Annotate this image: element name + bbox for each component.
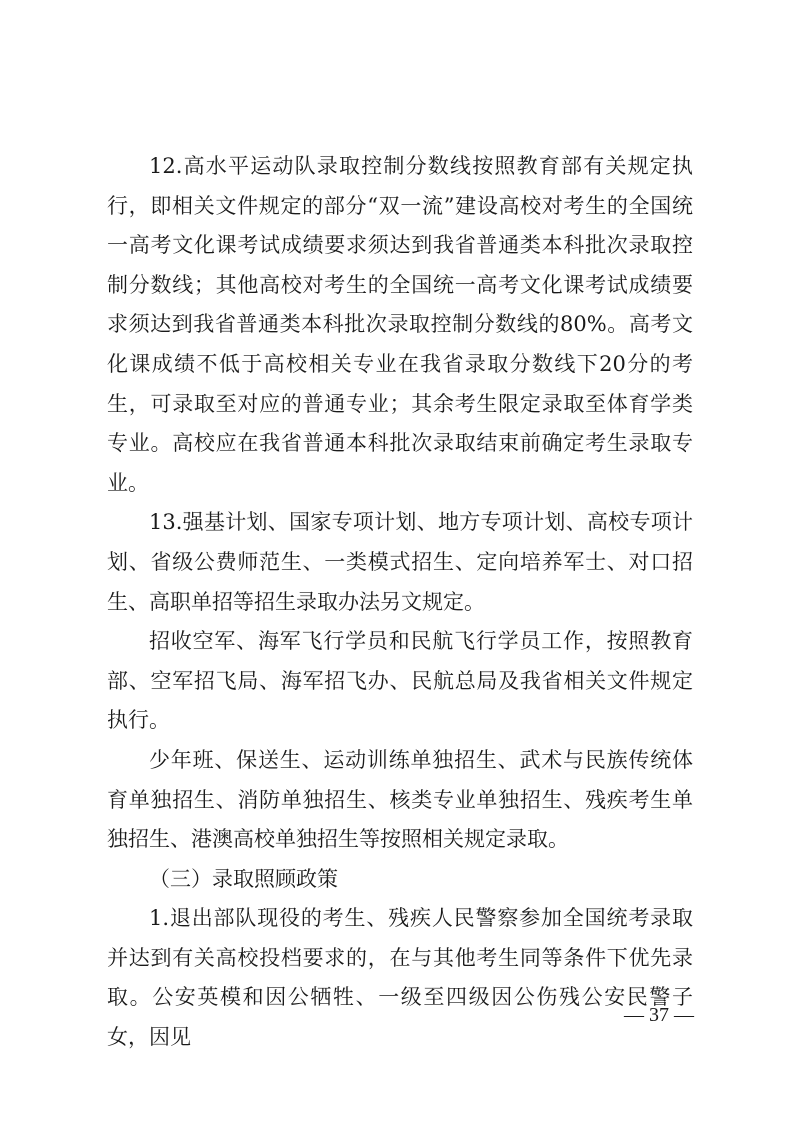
- page-number: — 37 —: [624, 1004, 694, 1026]
- paragraph-individual-admissions: 少年班、保送生、运动训练单独招生、武术与民族传统体育单独招生、消防单独招生、核类专业单独招生、残疾考生单独招生、港澳高校单独招生等按照相关规定录取。: [107, 747, 693, 852]
- paragraph-high-level-sports-team: 12.高水平运动队录取控制分数线按照教育部有关规定执行，即相关文件规定的部分“双一流”建设高校对考生的全国统一高考文化课考试成绩要求须达到我省普通类本科批次录取控制分数线；其他高校对考生的全国统一高考文化课考试成绩要求须达到我省普通类本科批次录取控制分数线的80%。高考文化课成绩不低于高校相关专业在我省录取分数线下20分的考生，可录取至对应的普通专业；其余考生限定录取至体育学类专业。高校应在我省普通本科批次录取结束前确定考生录取专业。: [107, 154, 693, 495]
- document-body: [107, 147, 693, 1058]
- paragraph-pilot-recruitment: 招收空军、海军飞行学员和民航飞行学员工作，按照教育部、空军招飞局、海军招飞办、民航总局及我省相关文件规定执行。: [107, 629, 693, 733]
- section-heading: （三）录取照顾政策: [149, 866, 338, 891]
- paragraph-priority-admission: 1.退出部队现役的考生、残疾人民警察参加全国统考录取并达到有关高校投档要求的，在与其他考生同等条件下优先录取。公安英模和因公牺牲、一级至四级因公伤残公安民警子女，因见: [107, 906, 693, 1050]
- paragraph-special-plans: 13.强基计划、国家专项计划、地方专项计划、高校专项计划、省级公费师范生、一类模式招生、定向培养军士、对口招生、高职单招等招生录取办法另文规定。: [107, 510, 693, 614]
